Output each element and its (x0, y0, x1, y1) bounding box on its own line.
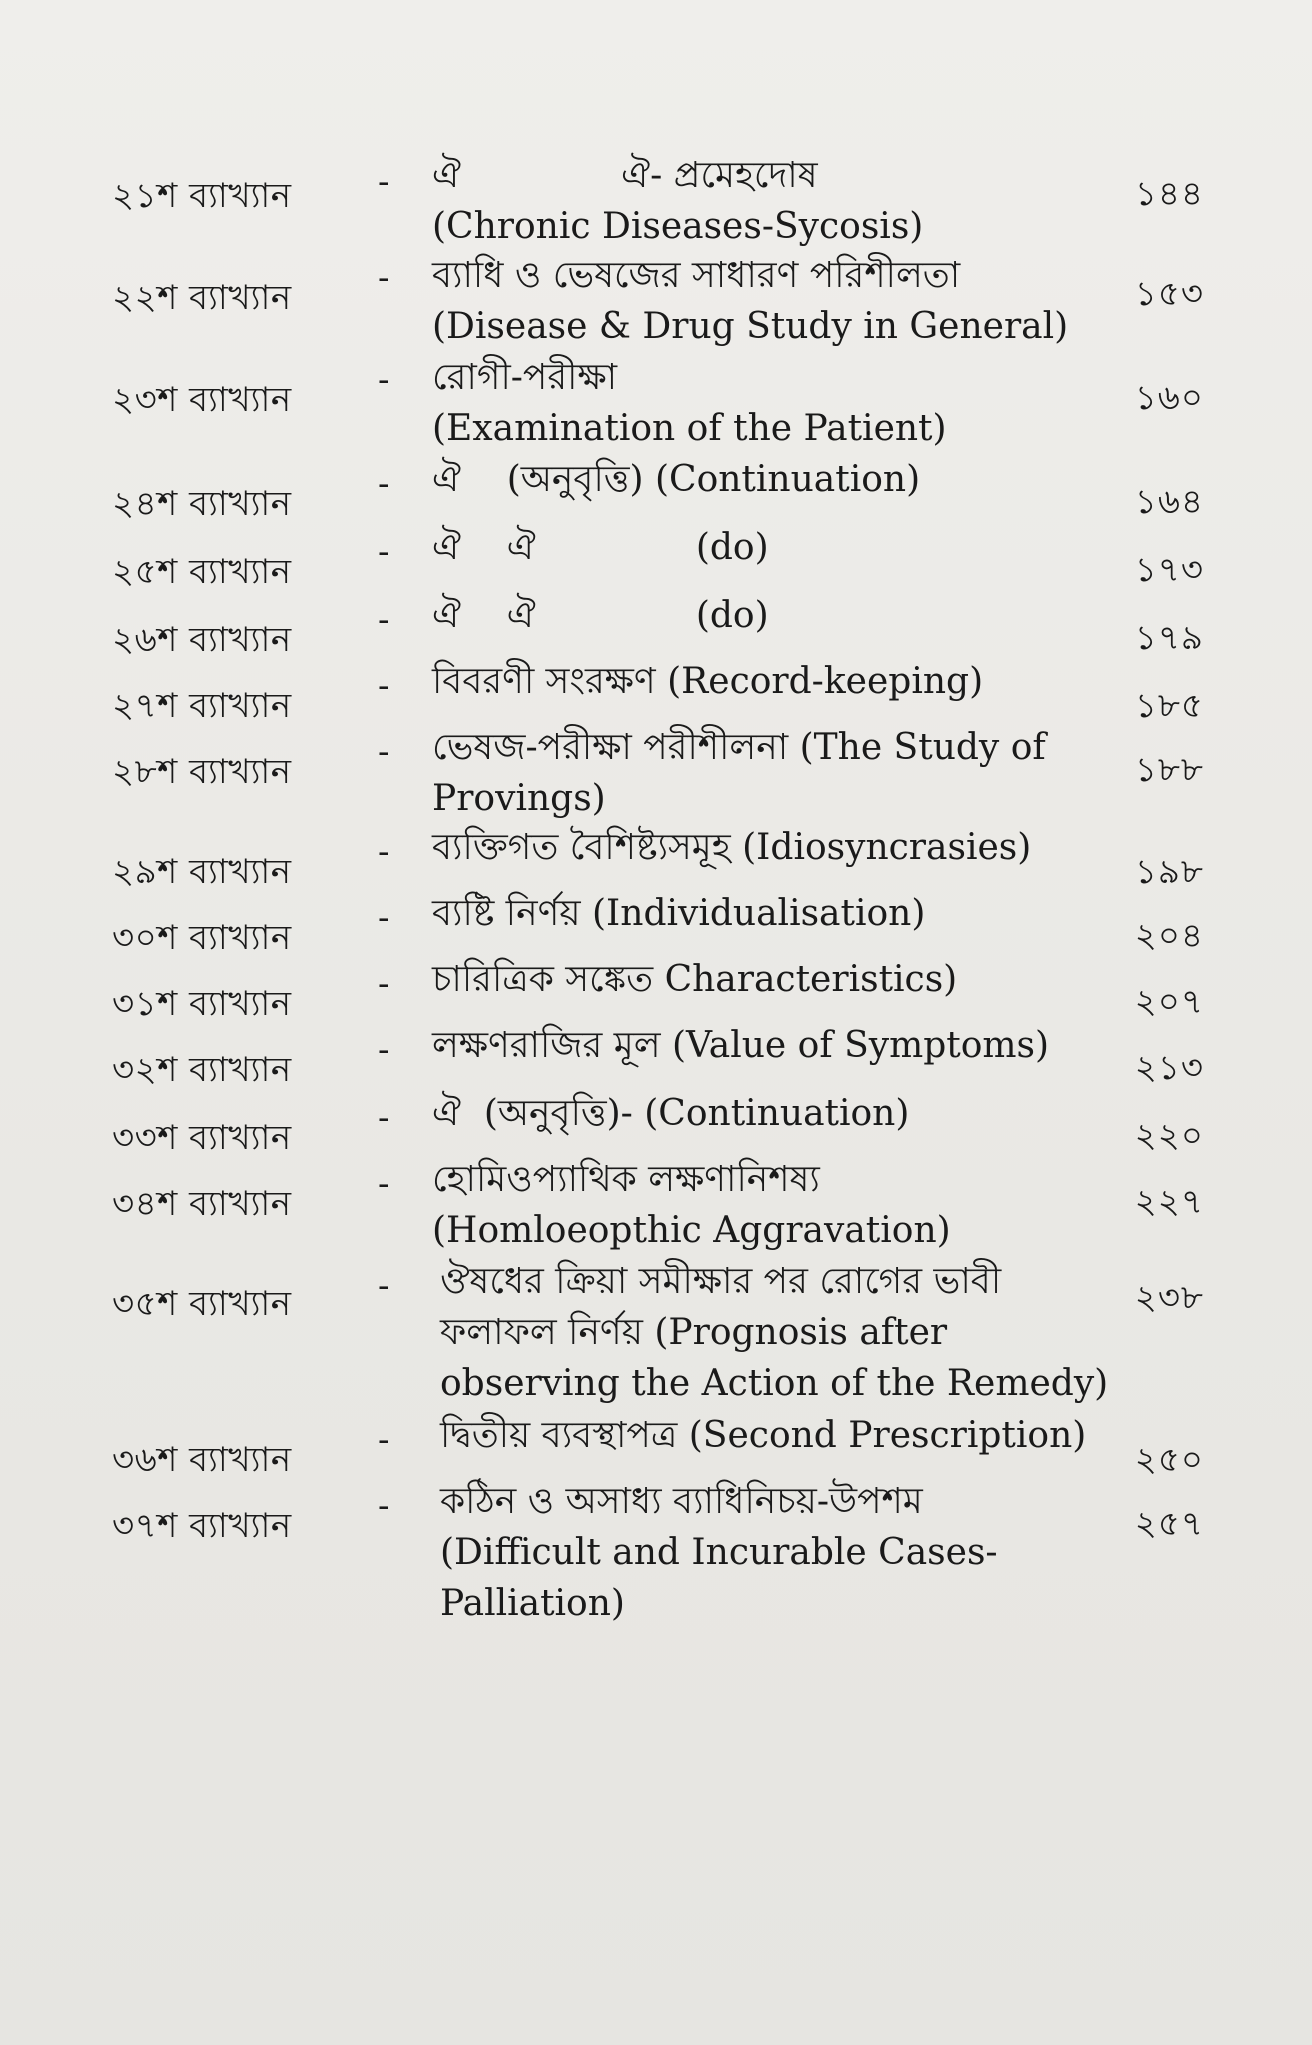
title-line: ঐ ঐ (do) (432, 595, 769, 636)
title-line: ঐ ঐ- প্রমেহদোষ (432, 155, 818, 196)
page-number: ২১৩ (1134, 1048, 1204, 1088)
page-number: ১৬৪ (1134, 482, 1204, 522)
separator-dash: - (378, 898, 390, 938)
lecture-title (432, 522, 1092, 573)
separator-dash: - (378, 1266, 390, 1306)
lecture-title (432, 722, 1092, 824)
title-line: (Homloeopthic Aggravation) (432, 1210, 951, 1251)
title-line: ঐ ঐ (do) (432, 527, 769, 568)
lecture-title (440, 1476, 1100, 1629)
lecture-number: ২১শ ব্যাখ্যান (112, 176, 292, 216)
title-line: লক্ষণরাজির মূল (Value of Symptoms) (432, 1025, 1050, 1066)
lecture-title (432, 954, 1092, 1005)
title-line: ভেষজ-পরীক্ষা পরীশীলনা (The Study of (432, 727, 1046, 768)
lecture-title (432, 1088, 1092, 1139)
separator-dash: - (378, 964, 390, 1004)
lecture-number: ২৬শ ব্যাখ্যান (112, 620, 292, 660)
separator-dash: - (378, 1420, 390, 1460)
separator-dash: - (378, 258, 390, 298)
separator-dash: - (378, 832, 390, 872)
title-line: ঐ (অনুবৃত্তি) (Continuation) (432, 459, 921, 500)
lecture-number: ২৩শ ব্যাখ্যান (112, 380, 292, 420)
page-number: ২৫০ (1134, 1440, 1204, 1480)
lecture-title (432, 1020, 1092, 1071)
page-number: ২২০ (1134, 1116, 1204, 1156)
page-number: ২০৭ (1134, 982, 1204, 1022)
separator-dash: - (378, 732, 390, 772)
separator-dash: - (378, 1030, 390, 1070)
lecture-title (432, 454, 1092, 505)
page-number: ২৩৮ (1134, 1278, 1204, 1318)
page-number: ১৮৫ (1134, 686, 1204, 726)
separator-dash: - (378, 1486, 390, 1526)
page-number: ২২৭ (1134, 1182, 1204, 1222)
title-line: ব্যাধি ও ভেষজের সাধারণ পরিশীলতা (432, 255, 961, 296)
title-line: কঠিন ও অসাধ্য ব্যাধিনিচয়-উপশম (440, 1481, 923, 1522)
lecture-number: ৩৭শ ব্যাখ্যান (112, 1506, 292, 1546)
title-line: ঔষধের ক্রিয়া সমীক্ষার পর রোগের ভাবী (440, 1261, 1002, 1302)
lecture-title (432, 1154, 1092, 1256)
page-number: ১৮৮ (1134, 750, 1204, 790)
lecture-number: ২৫শ ব্যাখ্যান (112, 552, 292, 592)
lecture-title (432, 888, 1092, 939)
lecture-number: ২৪শ ব্যাখ্যান (112, 484, 292, 524)
lecture-number: ৩৬শ ব্যাখ্যান (112, 1440, 292, 1480)
page-number: ২৫৭ (1134, 1504, 1204, 1544)
title-line: ব্যষ্টি নির্ণয় (Individualisation) (432, 893, 926, 934)
lecture-title (432, 590, 1092, 641)
lecture-number: ৩০শ ব্যাখ্যান (112, 918, 292, 958)
separator-dash: - (378, 532, 390, 572)
separator-dash: - (378, 162, 390, 202)
lecture-number: ২৭শ ব্যাখ্যান (112, 686, 292, 726)
title-line: বিবরণী সংরক্ষণ (Record-keeping) (432, 661, 984, 702)
lecture-number: ২৮শ ব্যাখ্যান (112, 752, 292, 792)
title-line: (Examination of the Patient) (432, 408, 947, 449)
title-line: দ্বিতীয় ব্যবস্থাপত্র (Second Prescription) (440, 1415, 1087, 1456)
page-number: ২০৪ (1134, 916, 1204, 956)
page-number: ১৭৯ (1134, 618, 1204, 658)
page-number: ১৫৩ (1134, 274, 1204, 314)
title-line: (Difficult and Incurable Cases- (440, 1532, 998, 1573)
lecture-title (440, 1410, 1100, 1461)
lecture-number: ৩৫শ ব্যাখ্যান (112, 1284, 292, 1324)
separator-dash: - (378, 1164, 390, 1204)
separator-dash: - (378, 360, 390, 400)
separator-dash: - (378, 464, 390, 504)
title-line: Provings) (432, 778, 606, 819)
page-number: ১৭৩ (1134, 550, 1204, 590)
lecture-number: ৩২শ ব্যাখ্যান (112, 1050, 292, 1090)
separator-dash: - (378, 1098, 390, 1138)
lecture-number: ৩৪শ ব্যাখ্যান (112, 1184, 292, 1224)
title-line: হোমিওপ্যাথিক লক্ষণানিশষ্য (432, 1159, 820, 1200)
title-line: observing the Action of the Remedy) (440, 1363, 1109, 1404)
title-line: ফলাফল নির্ণয় (Prognosis after (440, 1312, 948, 1353)
page-number: ১৪৪ (1134, 174, 1204, 214)
lecture-title (440, 1256, 1109, 1409)
lecture-number: ৩১শ ব্যাখ্যান (112, 984, 292, 1024)
title-line: (Disease & Drug Study in General) (432, 306, 1069, 347)
title-line: ঐ (অনুবৃত্তি)- (Continuation) (432, 1093, 910, 1134)
title-line: ব্যক্তিগত বৈশিষ্ট্যসমূহ (Idiosyncrasies) (432, 827, 1032, 868)
lecture-number: ২২শ ব্যাখ্যান (112, 278, 292, 318)
separator-dash: - (378, 666, 390, 706)
page-number: ১৬০ (1134, 378, 1204, 418)
title-line: চারিত্রিক সঙ্কেত Characteristics) (432, 959, 958, 1000)
lecture-title (432, 656, 1092, 707)
title-line: রোগী-পরীক্ষা (432, 357, 618, 398)
lecture-title (432, 250, 1092, 352)
lecture-title (432, 150, 1092, 252)
separator-dash: - (378, 600, 390, 640)
lecture-title (432, 352, 1092, 454)
lecture-title (432, 822, 1092, 873)
lecture-number: ৩৩শ ব্যাখ্যান (112, 1118, 292, 1158)
title-line: (Chronic Diseases-Sycosis) (432, 206, 924, 247)
page-number: ১৯৮ (1134, 852, 1204, 892)
lecture-number: ২৯শ ব্যাখ্যান (112, 852, 292, 892)
title-line: Palliation) (440, 1583, 625, 1624)
